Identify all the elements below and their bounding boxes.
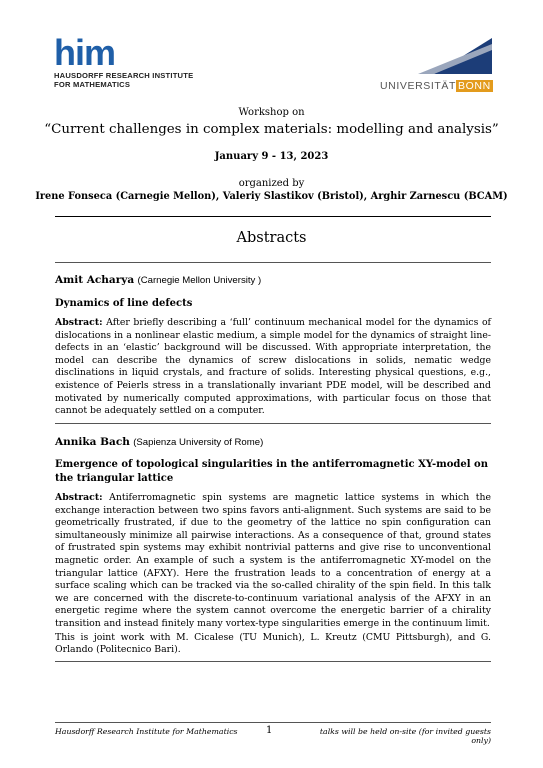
bonn-box: BONN xyxy=(458,80,491,92)
speaker-line xyxy=(55,274,491,286)
section-title: Abstracts xyxy=(236,230,307,246)
workshop-label: Workshop on xyxy=(238,107,305,118)
divider xyxy=(55,423,491,424)
abstract-label: Abstract: xyxy=(55,317,103,328)
organizers: Irene Fonseca (Carnegie Mellon), Valeriy Slastikov (Bristol), Arghir Zarnescu (BCAM) xyxy=(35,191,508,202)
abstract-text: Antiferromagnetic spin systems are magnetic lattice systems in which the exchange interaction between two spins favors anti-alignment. Such systems are said to be geometrically frustrated, if due to the geometry of the lattice no spin configuration can simultaneously minimize all pairwise interactions. As a consequence of that, ground states of frustrated spin systems may exhibit nontrivial patterns and give rise to unconventional magnetic order. An example of such a system is the antiferromagnetic XY-model on the triangular lattice (AFXY). Here the frustration leads to a concentration of energy at a surface scaling which can be tracked via the so-called chirality of the spin field. In this talk we are concerned with the discrete-to-continuum variational analysis of the AFXY in an energetic regime where the system cannot overcome the energetic barrier of a chirality transition and instead finitely many vortex-type singularities emerge in the continuum limit. xyxy=(55,492,491,629)
talk-title: Dynamics of line defects xyxy=(55,298,193,309)
divider xyxy=(55,216,491,217)
bonn-logo-text xyxy=(380,80,492,92)
speaker-affiliation: (Sapienza University of Rome) xyxy=(133,437,264,448)
talk-title: Emergence of topological singularities in the antiferromagnetic XY-model on the triangular lattice xyxy=(55,459,488,484)
him-logo xyxy=(54,32,194,89)
bonn-logo-graphic xyxy=(380,38,492,74)
him-logo-wordmark: him xyxy=(54,32,116,73)
abstract xyxy=(55,492,491,631)
speaker-affiliation: (Carnegie Mellon University ) xyxy=(137,275,262,286)
speaker-name: Annika Bach xyxy=(55,436,130,448)
footer-divider xyxy=(55,722,491,723)
workshop-title: “Current challenges in complex materials: modelling and analysis” xyxy=(44,122,499,137)
talk-1 xyxy=(55,274,491,418)
speaker-line xyxy=(55,436,491,448)
speaker-name: Amit Acharya xyxy=(55,274,135,286)
talk-2 xyxy=(55,436,491,657)
organized-by-label: organized by xyxy=(238,178,305,189)
joint-work-note: This is joint work with M. Cicalese (TU Munich), L. Kreutz (CMU Pittsburgh), and G. Orlando (Politecnico Bari). xyxy=(55,631,491,656)
divider xyxy=(55,262,491,263)
university-bonn-logo xyxy=(380,38,492,92)
him-logo-line2: FOR MATHEMATICS xyxy=(54,80,131,89)
footer-note: talks will be held on-site (for invited guests only) xyxy=(319,727,491,745)
footer-institute: Hausdorff Research Institute for Mathematics xyxy=(55,727,238,736)
bonn-prefix: UNIVERSITÄT xyxy=(380,80,457,92)
him-logo-line1: HAUSDORFF RESEARCH INSTITUTE xyxy=(54,71,194,80)
abstract xyxy=(55,317,491,418)
page-number: 1 xyxy=(266,725,273,736)
divider xyxy=(55,661,491,662)
workshop-dates: January 9 - 13, 2023 xyxy=(214,151,329,162)
abstract-text: After briefly describing a ‘full’ continuum mechanical model for the dynamics of dislocations in a nonlinear elastic medium, a simple model for the dynamics of straight line-defects in an ‘elastic’ background will be discussed. With appropriate interpretation, the model can describe the dynamics of screw dislocations in solids, nematic wedge disclinations in liquid crystals, and fracture of solids. Interesting physical questions, e.g., existence of Peierls stress in a translationally invariant PDE model, will be described and motivated by numerically computed approximations, with particular focus on those that cannot be adequately settled on a computer. xyxy=(55,317,491,417)
abstract-label: Abstract: xyxy=(55,492,103,503)
